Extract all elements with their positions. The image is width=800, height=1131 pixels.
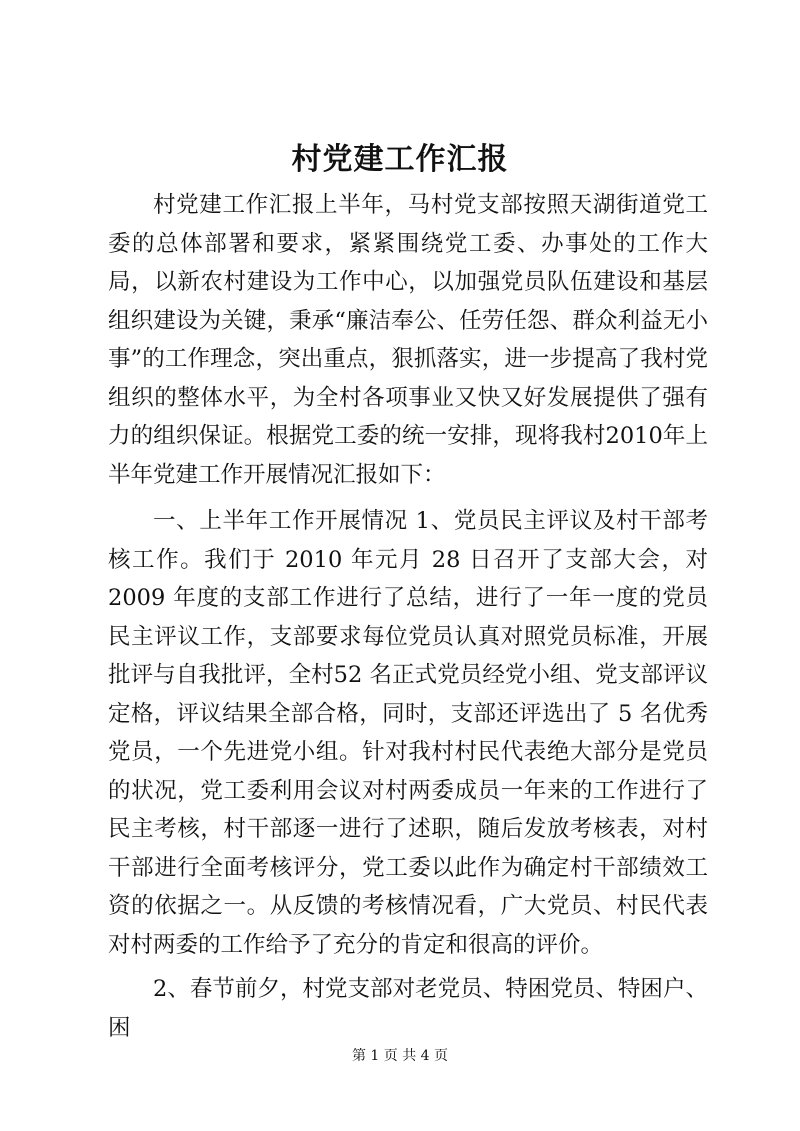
page-number-footer: 第 1 页 共 4 页 bbox=[351, 1048, 449, 1064]
document-title: 村党建工作汇报 bbox=[291, 142, 509, 177]
paragraph-intro: 村党建工作汇报上半年，马村党支部按照天湖街道党工委的总体部署和要求，紧紧围绕党工委、办事处的工作大局，以新农村建设为工作中心，以加强党员队伍建设和基层组织建设为关键，秉承“廉洁奉公、任劳任怨、群众利益无小事”的工作理念，突出重点，狠抓落实，进一步提高了我村党组织的整体水平，为全村各项事业又快又好发展提供了强有力的组织保证。根据党工委的统一安排，现将我村2010年上半年党建工作开展情况汇报如下： bbox=[108, 192, 708, 488]
paragraph-section-one: 一、上半年工作开展情况 1、党员民主评议及村干部考核工作。我们于 2010 年元月 28 日召开了支部大会，对 2009 年度的支部工作进行了总结，进行了一年一度的党员民主评议工作，支部要求每位党员认真对照党员标准，开展批评与自我批评，全村52 名正式党员经党小组、党支部评议定格，评议结果全部合格，同时，支部还评选出了 5 名优秀党员，一个先进党小组。针对我村村民代表绝大部分是党员的状况，党工委利用会议对村两委成员一年来的工作进行了民主考核，村干部逐一进行了述职，随后发放考核表，对村干部进行全面考核评分，党工委以此作为确定村干部绩效工资的依据之一。从反馈的考核情况看，广大党员、村民代表对村两委的工作给予了充分的肯定和很高的评价。 bbox=[108, 508, 708, 958]
paragraph-spring-festival: 2、春节前夕，村党支部对老党员、特困党员、特困户、困 bbox=[108, 976, 708, 1041]
document-body bbox=[108, 186, 708, 1047]
